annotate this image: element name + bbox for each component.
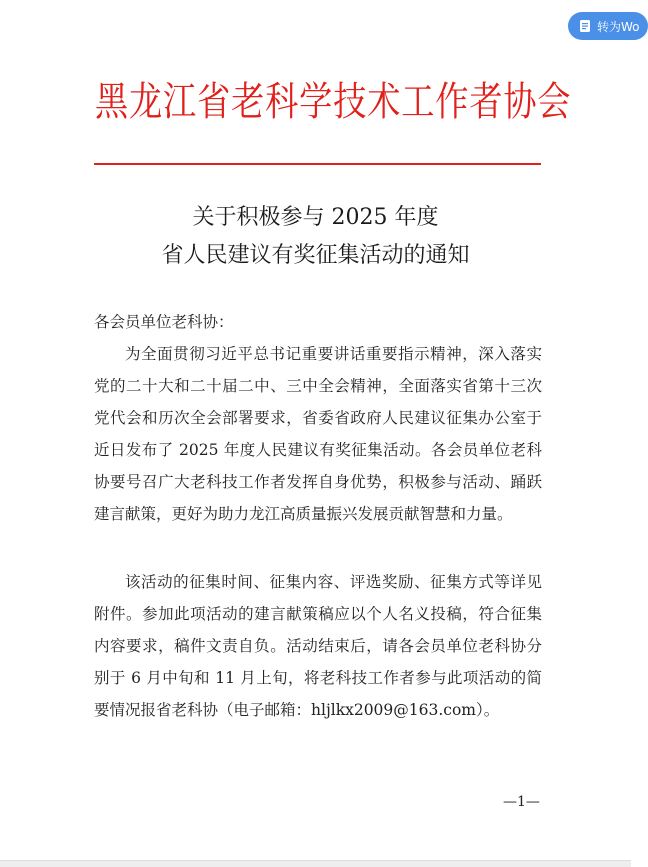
body-paragraph-2: 该活动的征集时间、征集内容、评选奖励、征集方式等详见附件。参加此项活动的建言献策稿应以个人名义投稿，符合征集内容要求，稿件文责自负。活动结束后，请各会员单位老科协分别于 6 月中旬和 11 月上旬，将老科技工作者参与此项活动的简要情况报省老科协（电子邮箱：hljlkx2009@163.com）。 [94,573,542,719]
salutation: 各会员单位老科协： [94,313,234,331]
document-convert-icon [578,19,592,33]
body-paragraph-1: 为全面贯彻习近平总书记重要讲话重要指示精神，深入落实党的二十大和二十届二中、三中全会精神，全面落实省第十三次党代会和历次全会部署要求，省委省政府人民建议征集办公室于近日发布了 2025 年度人民建议有奖征集活动。各会员单位老科协要号召广大老科技工作者发挥自身优势，积极参与活动、踊跃建言献策，更好为助力龙江高质量振兴发展贡献智慧和力量。 [94,345,542,523]
document-title-line-1: 关于积极参与 2025 年度 [192,205,439,230]
page-bottom-edge [0,860,631,867]
convert-label: 转为Wo [597,19,640,34]
convert-to-word-button[interactable] [568,12,648,40]
document-title-line-2: 省人民建议有奖征集活动的通知 [161,243,470,268]
organization-header: 黑龙江省老科学技术工作者协会 [95,79,572,125]
header-divider [94,163,541,165]
page-number: —1— [503,794,540,810]
